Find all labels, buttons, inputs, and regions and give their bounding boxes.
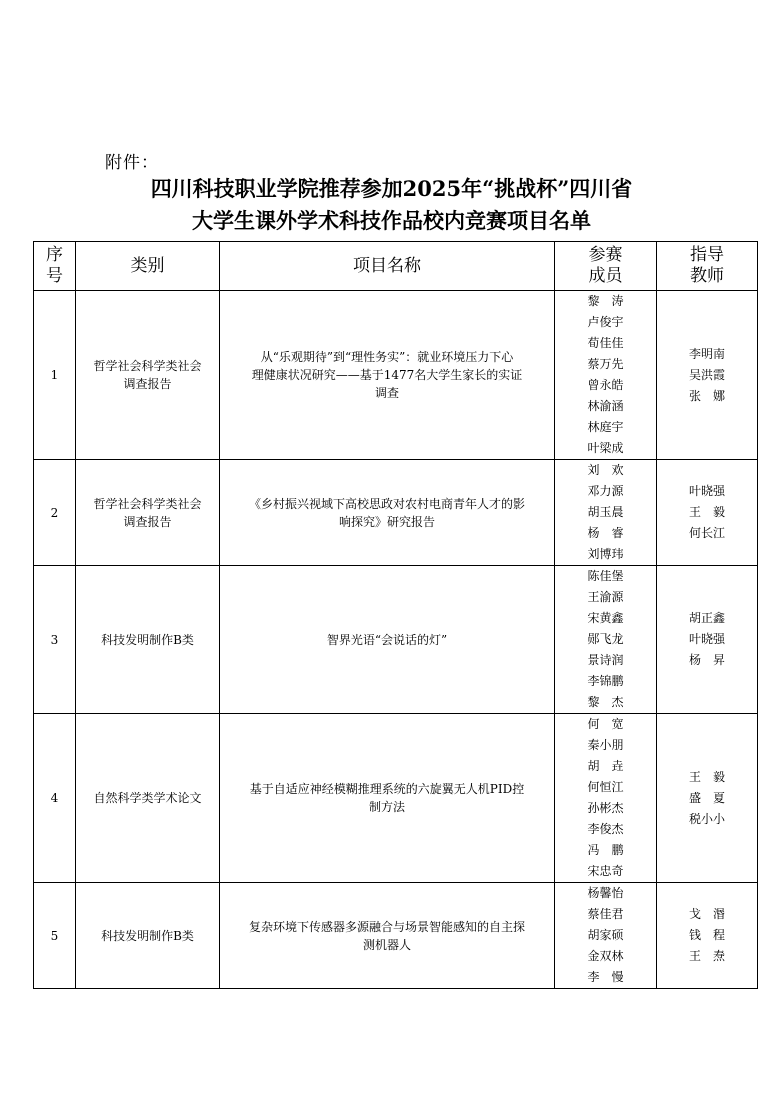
- member-name: 胡家硕: [587, 928, 624, 942]
- member-name: 何 宽: [587, 717, 624, 731]
- row-members: [555, 566, 657, 714]
- member-name: 蔡佳君: [587, 907, 624, 921]
- member-name: 郧飞龙: [587, 632, 624, 646]
- row-category: [76, 883, 220, 989]
- member-name: 曾永皓: [587, 378, 624, 392]
- category-line: 哲学社会科学类社会: [93, 496, 202, 511]
- header-advisors: [657, 242, 758, 291]
- project-line: 调查: [374, 386, 399, 400]
- row-members: [555, 714, 657, 883]
- header-advisors-line: 教师: [690, 266, 724, 286]
- advisor-name: 吴洪霞: [688, 367, 725, 382]
- header-members-line: 参赛: [588, 245, 623, 265]
- category-line: 调查报告: [123, 514, 172, 529]
- row-project-name: [220, 460, 555, 566]
- advisor-name: 张 娜: [688, 388, 725, 403]
- row-index: 2: [34, 460, 76, 566]
- table-header-row: [34, 242, 758, 291]
- member-name: 刘 欢: [587, 463, 624, 477]
- member-name: 邓力源: [587, 484, 624, 498]
- member-name: 杨馨怡: [587, 886, 624, 900]
- category-line: 自然科学类学术论文: [93, 791, 202, 805]
- category-line: 科技发明制作B类: [101, 928, 194, 943]
- advisor-name: 杨 昇: [688, 653, 725, 667]
- row-index: 5: [34, 883, 76, 989]
- project-line: 响探究》研究报告: [338, 514, 435, 529]
- member-name: 王渝源: [587, 590, 624, 604]
- row-advisors: [657, 883, 758, 989]
- member-name: 黎 涛: [587, 294, 624, 308]
- member-name: 李锦鹏: [587, 674, 624, 688]
- table-row: [34, 291, 758, 460]
- category-line: 调查报告: [123, 377, 172, 391]
- member-name: 李 慢: [587, 970, 624, 984]
- row-members: [555, 460, 657, 566]
- member-name: 杨 睿: [587, 526, 624, 540]
- table-row: [34, 460, 758, 566]
- header-index-line: 序: [46, 245, 63, 265]
- row-project-name: [220, 291, 555, 460]
- row-advisors: [657, 714, 758, 883]
- advisor-name: 王 毅: [688, 505, 725, 519]
- member-name: 胡玉晨: [587, 505, 624, 519]
- document-title-line-1: 四川科技职业学院推荐参加2025年“挑战杯”四川省: [150, 176, 633, 201]
- member-name: 何恒江: [587, 780, 624, 794]
- row-advisors: [657, 460, 758, 566]
- header-members: [555, 242, 657, 291]
- advisor-name: 王 毅: [688, 769, 725, 784]
- header-members-line: 成员: [588, 266, 623, 286]
- row-members: [555, 291, 657, 460]
- table-row: [34, 566, 758, 714]
- member-name: 黎 杰: [587, 695, 624, 709]
- header-index: [34, 242, 76, 291]
- row-category: [76, 460, 220, 566]
- row-members: [555, 883, 657, 989]
- row-project-name: [220, 566, 555, 714]
- member-name: 卢俊宇: [587, 315, 624, 329]
- project-line: 理健康状况研究——基于1477名大学生家长的实证: [251, 368, 523, 382]
- member-name: 叶梁成: [587, 441, 624, 455]
- row-category: [76, 566, 220, 714]
- row-index: 3: [34, 566, 76, 714]
- project-list-table: [33, 241, 758, 989]
- row-advisors: [657, 291, 758, 460]
- table-row: [34, 883, 758, 989]
- category-line: 哲学社会科学类社会: [93, 359, 202, 373]
- member-name: 孙彬杰: [587, 801, 624, 815]
- member-name: 荀佳佳: [587, 336, 624, 350]
- advisor-name: 王 焘: [688, 949, 725, 963]
- row-index: 4: [34, 714, 76, 883]
- advisor-name: 钱 程: [688, 928, 725, 942]
- header-advisors-line: 指导: [690, 245, 724, 265]
- row-advisors: [657, 566, 758, 714]
- header-category: 类别: [76, 242, 220, 291]
- advisor-name: 叶晓强: [688, 632, 725, 646]
- member-name: 冯 鹏: [587, 843, 624, 857]
- member-name: 刘博玮: [587, 547, 624, 561]
- table-row: [34, 714, 758, 883]
- attachment-label: 附件：: [105, 153, 159, 173]
- member-name: 陈佳堡: [587, 569, 624, 583]
- advisor-name: 胡正鑫: [688, 611, 725, 625]
- project-line: 从“乐观期待”到“理性务实”：就业环境压力下心: [260, 350, 514, 364]
- project-line: 制方法: [368, 800, 405, 814]
- header-index-line: 号: [46, 266, 63, 286]
- category-line: 科技发明制作B类: [101, 632, 194, 647]
- member-name: 林渝涵: [587, 399, 624, 413]
- header-project-name: 项目名称: [220, 242, 555, 291]
- project-line: 测机器人: [362, 937, 411, 952]
- project-line: 复杂环境下传感器多源融合与场景智能感知的自主探: [248, 919, 525, 934]
- row-project-name: [220, 883, 555, 989]
- member-name: 李俊杰: [587, 822, 624, 836]
- row-project-name: [220, 714, 555, 883]
- document-title-line-2: 大学生课外学术科技作品校内竞赛项目名单: [192, 208, 591, 233]
- project-line: 《乡村振兴视域下高校思政对农村电商青年人才的影: [248, 496, 525, 511]
- member-name: 秦小朋: [587, 738, 624, 752]
- member-name: 宋忠奇: [587, 864, 624, 878]
- member-name: 金双林: [587, 949, 624, 963]
- advisor-name: 李明南: [688, 346, 725, 361]
- project-line: 智界光语“会说话的灯”: [326, 632, 448, 647]
- member-name: 胡 垚: [587, 759, 624, 773]
- advisor-name: 税小小: [688, 811, 725, 826]
- advisor-name: 盛 夏: [688, 790, 725, 805]
- member-name: 林庭宇: [587, 420, 624, 434]
- advisor-name: 戈 湣: [688, 907, 725, 921]
- row-category: [76, 291, 220, 460]
- row-category: [76, 714, 220, 883]
- project-line: 基于自适应神经模糊推理系统的六旋翼无人机PID控: [249, 782, 525, 796]
- advisor-name: 何长江: [688, 526, 725, 540]
- member-name: 蔡万先: [587, 357, 624, 371]
- member-name: 宋黄鑫: [587, 611, 624, 625]
- member-name: 景诗润: [587, 653, 624, 667]
- advisor-name: 叶晓强: [688, 484, 725, 498]
- row-index: 1: [34, 291, 76, 460]
